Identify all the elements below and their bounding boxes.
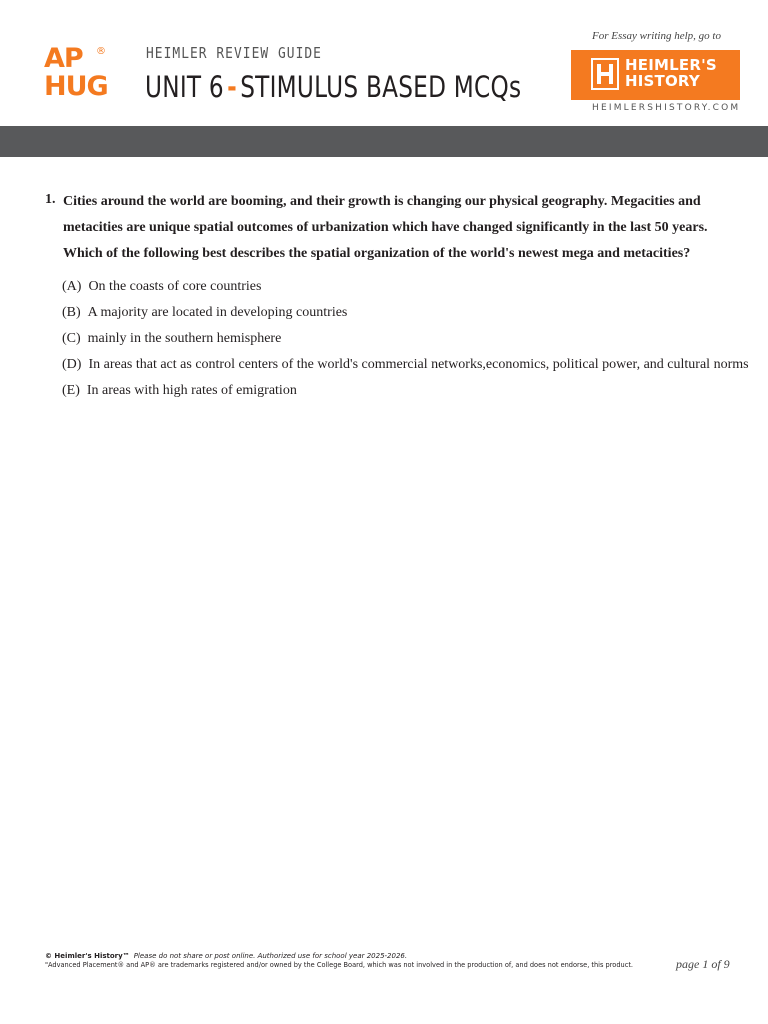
question-number: 1. bbox=[45, 192, 56, 207]
logo-registered-mark: ® bbox=[96, 46, 106, 57]
title-text: STIMULUS BASED MCQs bbox=[240, 70, 522, 104]
option-d[interactable] bbox=[62, 352, 749, 378]
unit-label: UNIT 6 bbox=[145, 70, 224, 104]
page-number: page 1 of 9 bbox=[676, 957, 730, 971]
answer-options bbox=[62, 274, 749, 404]
option-text: mainly in the southern hemisphere bbox=[87, 331, 282, 346]
trademark-notice: "Advanced Placement® and AP® are trademarks registered and/or owned by the College Board, which was not involved in the production of, and does not endorse, this product. bbox=[45, 961, 633, 969]
option-label: (B) bbox=[62, 305, 81, 320]
brand-name-line2: HISTORY bbox=[625, 72, 700, 90]
page-title bbox=[145, 70, 521, 104]
site-url[interactable]: HEIMLERSHISTORY.COM bbox=[592, 103, 741, 113]
heimlers-history-banner[interactable] bbox=[571, 50, 740, 100]
ap-hug-logo bbox=[44, 45, 128, 103]
title-separator: - bbox=[227, 70, 237, 104]
footer bbox=[45, 951, 725, 970]
option-c[interactable] bbox=[62, 326, 735, 352]
heimlers-history-logo-icon bbox=[591, 58, 619, 90]
brand-name bbox=[625, 57, 737, 89]
usage-notice: Please do not share or post online. Authorized use for school year 2025-2026. bbox=[133, 952, 408, 960]
logo-hug: HUG bbox=[44, 71, 108, 102]
option-text: In areas with high rates of emigration bbox=[86, 383, 297, 398]
question-stem: Cities around the world are booming, and their growth is changing our physical geography. Megacities and metacities are unique spatial outcomes of urbanization which have changed significantly in the last 50 years. Which of the following best describes the spatial organization of the world's newest mega and metacities? bbox=[63, 194, 708, 261]
option-e[interactable] bbox=[62, 378, 735, 404]
copyright: © Heimler's History™ bbox=[45, 952, 130, 960]
logo-ap: AP bbox=[44, 43, 83, 74]
brand-name-line1: HEIMLER'S bbox=[625, 56, 717, 74]
option-b[interactable] bbox=[62, 300, 735, 326]
option-label: (E) bbox=[62, 383, 80, 398]
option-label: (D) bbox=[62, 357, 82, 372]
option-text: On the coasts of core countries bbox=[88, 279, 262, 294]
option-label: (C) bbox=[62, 331, 81, 346]
option-text: A majority are located in developing countries bbox=[87, 305, 348, 320]
copyright-line bbox=[45, 951, 725, 961]
option-text: In areas that act as control centers of the world's commercial networks,economics, political power, and cultural norms bbox=[88, 357, 749, 372]
header-band bbox=[0, 126, 768, 157]
guide-label: HEIMLER REVIEW GUIDE bbox=[146, 44, 322, 62]
option-label: (A) bbox=[62, 279, 82, 294]
essay-help-text: For Essay writing help, go to bbox=[592, 30, 721, 42]
option-a[interactable] bbox=[62, 274, 735, 300]
question-1 bbox=[45, 189, 749, 404]
